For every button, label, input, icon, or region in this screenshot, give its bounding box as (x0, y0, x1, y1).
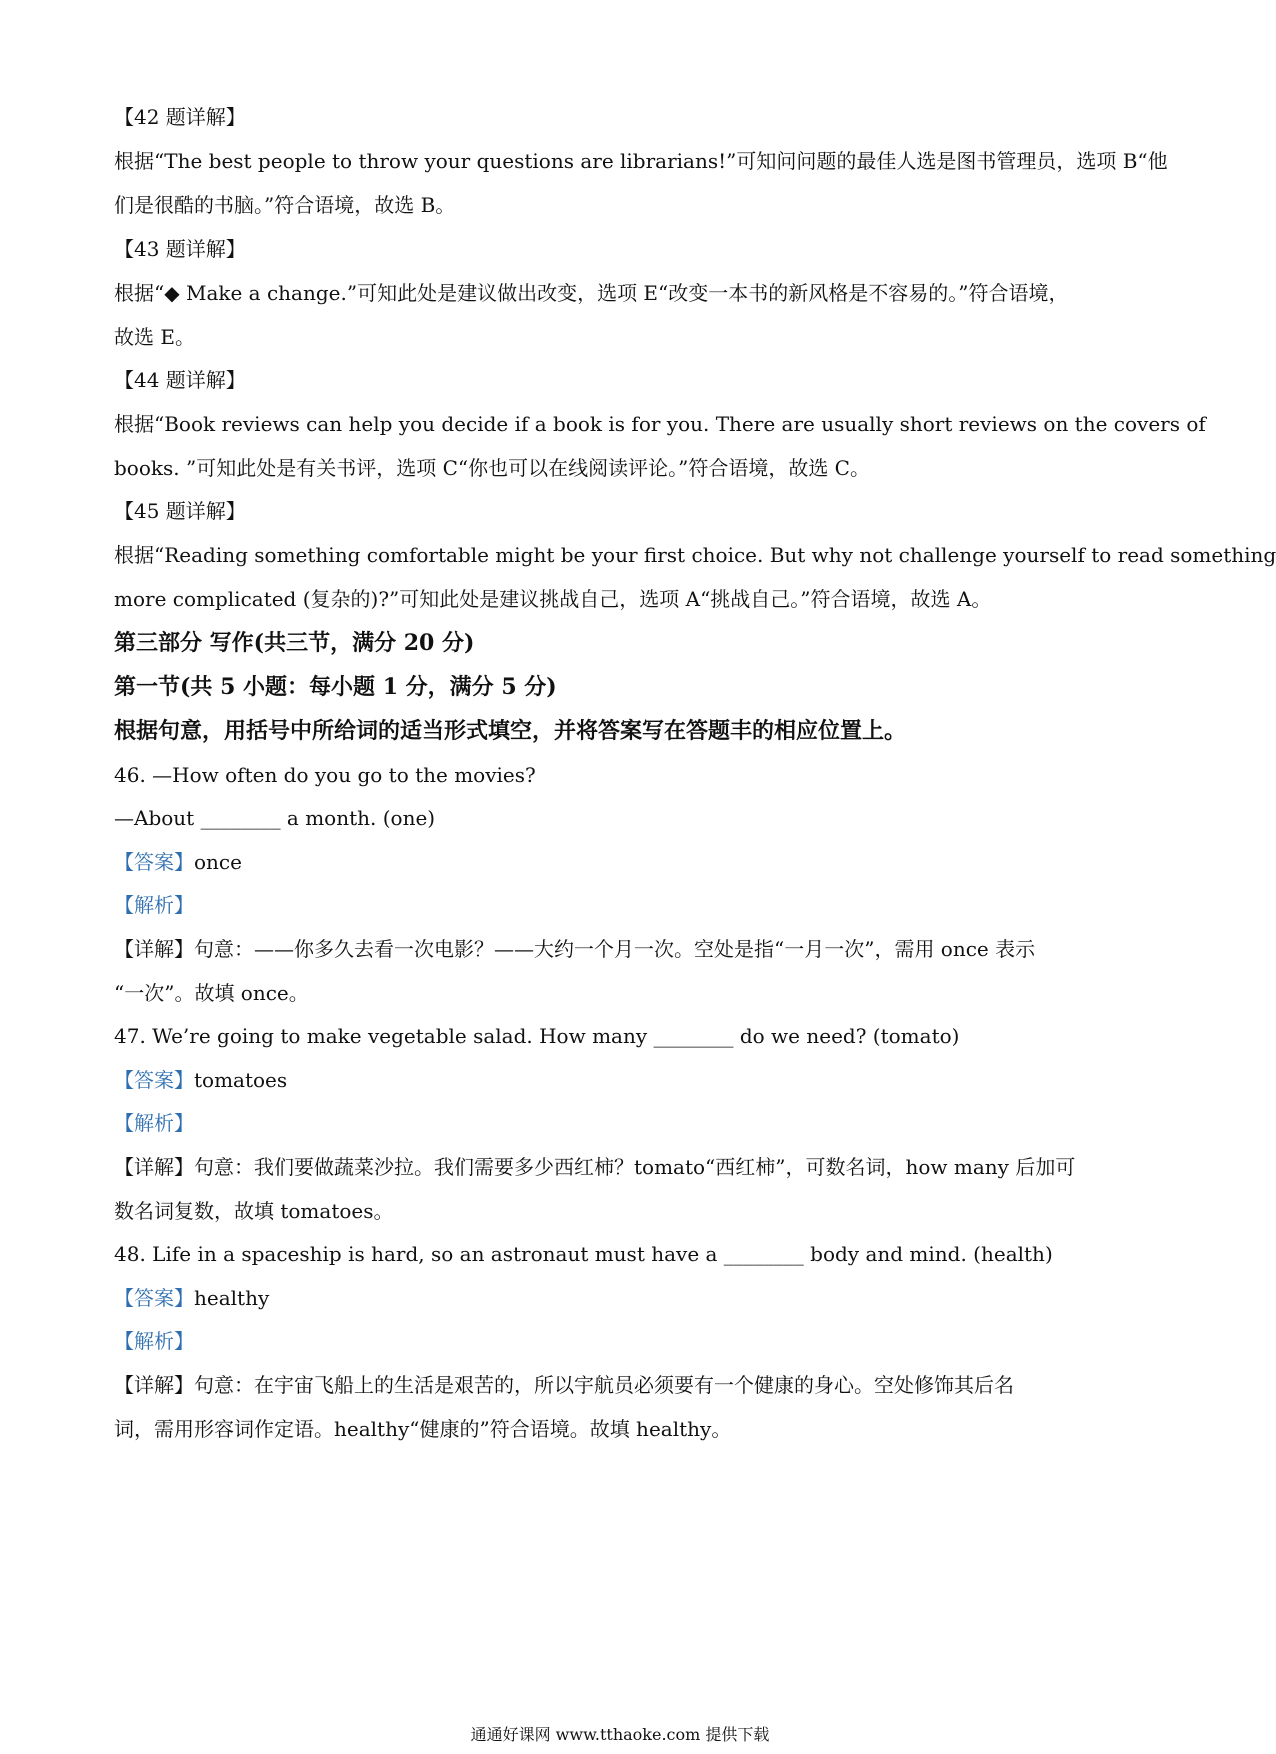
q47-question: 47. We’re going to make vegetable salad. How many ________ do we need? (tomato) (114, 1024, 960, 1048)
q48-detail-line-1: 【详解】句意：在宇宙飞船上的生活是艰苦的，所以宇航员必须要有一个健康的身心。空处修饰其后名 (114, 1373, 1014, 1397)
page-footer: 通通好课网 www.tthaoke.com 提供下载 (470, 1725, 770, 1744)
subsection-title: 第一节(共 5 小题：每小题 1 分，满分 5 分) (114, 674, 557, 700)
q43-heading: 【43 题详解】 (114, 237, 246, 261)
q46-detail-line-1: 【详解】句意：——你多久去看一次电影？——大约一个月一次。空处是指“一月一次”，需用 once 表示 (114, 937, 1036, 961)
q47-detail-line-2: 数名词复数，故填 tomatoes。 (114, 1199, 394, 1223)
q46-analysis-label: 【解析】 (114, 893, 194, 917)
q48-detail-line-2: 词，需用形容词作定语。healthy“健康的”符合语境。故填 healthy。 (114, 1417, 732, 1441)
q43-text-line-2: 故选 E。 (114, 325, 195, 349)
q47-answer (114, 1065, 1134, 1095)
q46-detail-line-2: “一次”。故填 once。 (114, 981, 309, 1005)
q43-text-line-1: 根据“◆ Make a change.”可知此处是建议做出改变，选项 E“改变一本书的新风格是不容易的。”符合语境， (114, 281, 1069, 305)
answer-label: 【答案】 (114, 850, 194, 874)
q46-answer (114, 847, 1134, 877)
q44-heading: 【44 题详解】 (114, 368, 246, 392)
q44-text-line-1: 根据“Book reviews can help you decide if a book is for you. There are usually short reviews on the covers of (114, 412, 1206, 436)
q46-question-line-2: —About ________ a month. (one) (114, 806, 436, 830)
q48-answer (114, 1283, 1134, 1313)
q47-detail-line-1: 【详解】句意：我们要做蔬菜沙拉。我们需要多少西红柿？tomato“西红柿”，可数名词，how many 后加可 (114, 1155, 1076, 1179)
section-instruction: 根据句意，用括号中所给词的适当形式填空，并将答案写在答题丰的相应位置上。 (114, 718, 907, 744)
q45-heading: 【45 题详解】 (114, 499, 246, 523)
q48-question: 48. Life in a spaceship is hard, so an astronaut must have a ________ body and mind. (health) (114, 1242, 1053, 1266)
q42-text-line-1: 根据“The best people to throw your questions are librarians!”可知问问题的最佳人选是图书管理员，选项 B“他 (114, 149, 1168, 173)
q48-analysis-label: 【解析】 (114, 1329, 194, 1353)
q45-text-line-2: more complicated (复杂的)?”可知此处是建议挑战自己，选项 A“挑战自己。”符合语境，故选 A。 (114, 587, 992, 611)
part-title: 第三部分 写作(共三节，满分 20 分) (114, 630, 475, 656)
q47-analysis-label: 【解析】 (114, 1111, 194, 1135)
q42-heading: 【42 题详解】 (114, 105, 246, 129)
answer-label: 【答案】 (114, 1286, 194, 1310)
answer-label: 【答案】 (114, 1068, 194, 1092)
answer-value: once (194, 850, 242, 874)
q45-text-line-1: 根据“Reading something comfortable might be your first choice. But why not challenge yourself to read something (114, 543, 1276, 567)
answer-value: healthy (194, 1286, 270, 1310)
q42-text-line-2: 们是很酷的书脑。”符合语境，故选 B。 (114, 193, 456, 217)
q46-question-line-1: 46. —How often do you go to the movies? (114, 763, 536, 787)
q44-text-line-2: books. ”可知此处是有关书评，选项 C“你也可以在线阅读评论。”符合语境，故选 C。 (114, 456, 870, 480)
answer-value: tomatoes (194, 1068, 288, 1092)
